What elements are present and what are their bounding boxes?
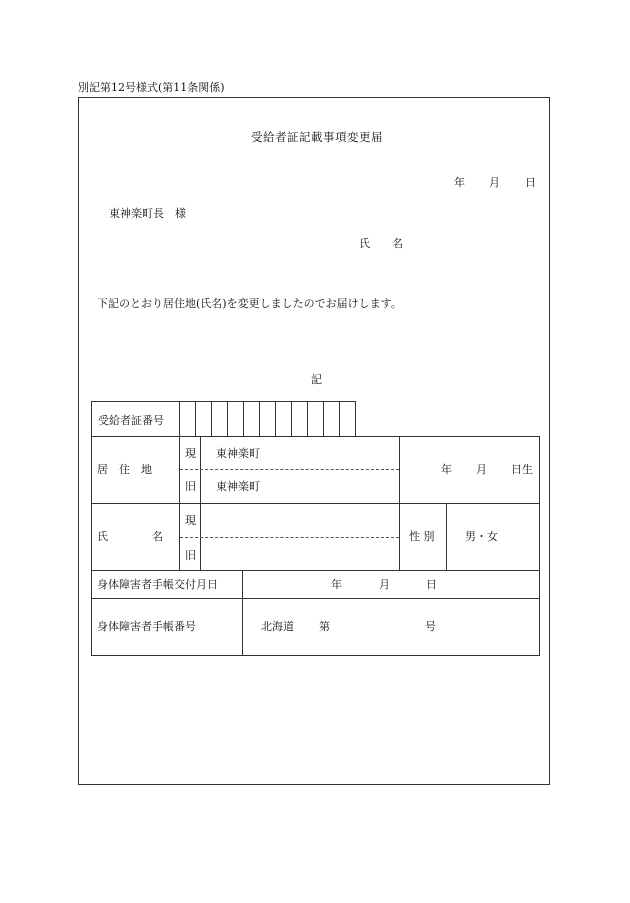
- recipient-number-digit-10[interactable]: [323, 401, 340, 437]
- recipient-number-digit-7[interactable]: [275, 401, 292, 437]
- handbook-dai: 第: [319, 620, 330, 633]
- recipient-number-label: 受給者証番号: [98, 414, 164, 427]
- handbook-go: 号: [425, 620, 436, 633]
- birth-month: 月: [476, 463, 487, 476]
- name-old-mark: 旧: [185, 549, 196, 562]
- residence-current-mark: 現: [185, 447, 196, 460]
- date-year: 年: [454, 176, 465, 189]
- name-label: 氏 名: [97, 530, 163, 543]
- form-label: 別記第12号様式(第11条関係): [78, 81, 225, 94]
- handbook-issue-month: 月: [379, 578, 390, 591]
- recipient-number-digit-6[interactable]: [259, 401, 276, 437]
- recipient-number-digit-9[interactable]: [307, 401, 324, 437]
- recipient-number-label-cell: [91, 401, 180, 437]
- row-divider-name-issue: [91, 570, 540, 571]
- handbook-issue-label: 身体障害者手帳交付月日: [97, 578, 218, 591]
- date-month: 月: [489, 176, 500, 189]
- birth-day: 日生: [511, 463, 533, 476]
- col-divider-current-old: [200, 436, 201, 570]
- form-frame: [78, 97, 550, 785]
- handbook-prefix: 北海道: [261, 620, 294, 633]
- recipient-number-digit-2[interactable]: [195, 401, 212, 437]
- row-divider-residence-name: [91, 503, 540, 504]
- residence-current-value[interactable]: 東神楽町: [216, 447, 260, 460]
- recipient-number-digit-11[interactable]: [339, 401, 356, 437]
- residence-old-mark: 旧: [185, 480, 196, 493]
- name-dashed-divider: [180, 537, 399, 538]
- recipient-number-digit-8[interactable]: [291, 401, 308, 437]
- name-current-mark: 現: [185, 514, 196, 527]
- ki-label: 記: [311, 373, 322, 386]
- form-title: 受給者証記載事項変更届: [251, 130, 383, 144]
- addressee: 東神楽町長 様: [109, 207, 186, 220]
- birth-year: 年: [441, 463, 452, 476]
- recipient-number-digit-4[interactable]: [227, 401, 244, 437]
- handbook-number-label: 身体障害者手帳番号: [97, 620, 196, 633]
- row-divider-issue-number: [91, 598, 540, 599]
- recipient-number-digit-5[interactable]: [243, 401, 260, 437]
- col-divider-gender: [446, 503, 447, 570]
- handbook-issue-day: 日: [426, 578, 437, 591]
- applicant-name-label: 氏 名: [359, 237, 403, 250]
- residence-label: 居 住 地: [97, 463, 152, 476]
- residence-dashed-divider: [180, 469, 399, 470]
- handbook-issue-year: 年: [331, 578, 342, 591]
- body-text: 下記のとおり居住地(氏名)を変更しましたのでお届けします。: [97, 297, 402, 310]
- gender-label: 性 別: [409, 530, 435, 543]
- col-divider-handbook-label: [242, 570, 243, 656]
- date-day: 日: [525, 176, 536, 189]
- gender-value[interactable]: 男・女: [465, 530, 498, 543]
- recipient-number-digit-1[interactable]: [179, 401, 196, 437]
- residence-old-value[interactable]: 東神楽町: [216, 480, 260, 493]
- col-divider-value-right: [399, 436, 400, 570]
- col-divider-label: [179, 436, 180, 570]
- recipient-number-digit-3[interactable]: [211, 401, 228, 437]
